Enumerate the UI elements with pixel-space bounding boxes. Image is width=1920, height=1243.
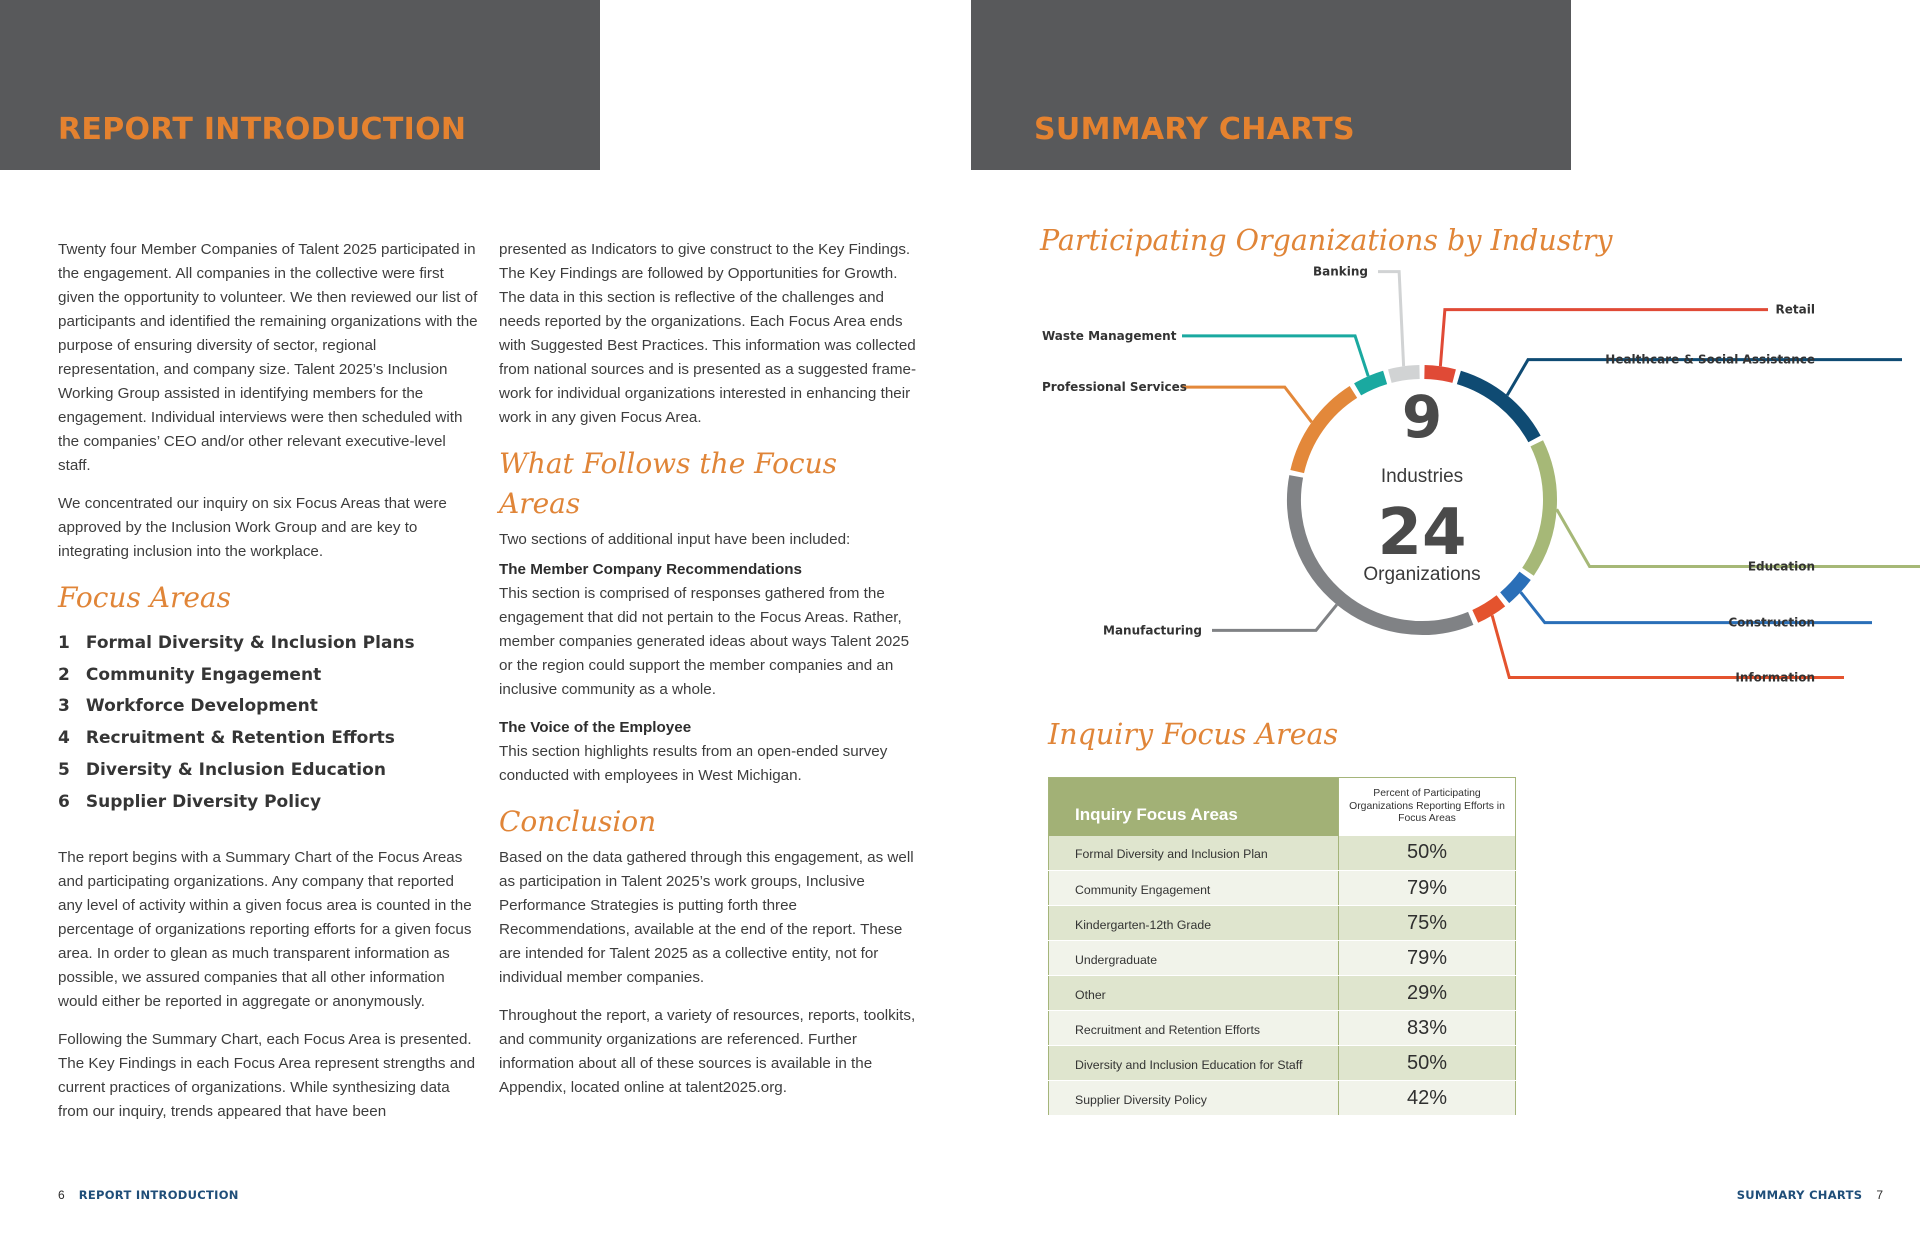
table-cell-area: Community Engagement — [1049, 871, 1339, 906]
voice-of-employee-title: The Voice of the Employee — [499, 719, 692, 736]
focus-item — [58, 755, 478, 787]
leader-line-banking — [1378, 272, 1404, 367]
focus-item-number: 2 — [58, 664, 70, 685]
table-cell-percent: 79% — [1339, 941, 1516, 976]
conclusion-heading: Conclusion — [499, 805, 657, 838]
donut-segment-healthcare-and-social-assistance — [1459, 377, 1535, 439]
focus-item-label: Workforce Development — [85, 696, 318, 717]
left-column-2 — [499, 238, 924, 1114]
table-row — [1049, 906, 1516, 941]
table-row — [1049, 976, 1516, 1011]
table-cell-area: Other — [1049, 976, 1339, 1011]
donut-segment-education — [1528, 443, 1550, 571]
table-cell-percent: 50% — [1339, 1046, 1516, 1081]
industries-label: Industries — [1380, 466, 1464, 487]
leader-line-education — [1557, 509, 1920, 566]
organizations-label: Organizations — [1363, 564, 1481, 585]
table-cell-area: Supplier Diversity Policy — [1049, 1081, 1339, 1116]
focus-item — [58, 723, 478, 755]
right-page-title: SUMMARY CHARTS — [1034, 112, 1355, 147]
focus-areas-table — [1048, 777, 1516, 1116]
table-cell-percent: 50% — [1339, 836, 1516, 871]
col2-top-paragraph: presented as Indicators to give construct to the Key Findings. The Key Findings are followed by Opportunities for Growth. The data in this section is reflective of the challenges and needs reported by the organizations. Each Focus Area ends with Suggested Best Practices. This information was collected from national sources and is presented as a suggested frame-work for individual organizations interested in enhancing their work in any given Focus Area. — [499, 241, 917, 426]
focus-item — [58, 628, 478, 660]
donut-segment-banking — [1390, 372, 1420, 376]
focus-item-number: 1 — [58, 633, 70, 653]
right-header-band — [971, 0, 1571, 170]
member-recommendations-text: This section is comprised of responses gathered from the engagement that did not pertain to the Focus Areas. Rather, member companies generated ideas about ways Talent 2025 or the region could support the member companies and an inclusive community as a whole. — [499, 585, 910, 698]
focus-item-label: Recruitment & Retention Efforts — [85, 728, 395, 749]
member-recommendations-section — [499, 558, 924, 702]
category-label-retail: Retail — [1775, 302, 1815, 317]
table-row — [1049, 836, 1516, 871]
leader-line-construction — [1521, 592, 1872, 623]
intro-paragraph-2: We concentrated our inquiry on six Focus Areas that were approved by the Inclusion Work Group and are key to integrating inclusion into the workplace. — [58, 495, 447, 560]
left-page-title: REPORT INTRODUCTION — [58, 112, 467, 147]
right-footer-section: SUMMARY CHARTS — [1736, 1188, 1863, 1202]
voice-of-employee-section — [499, 716, 924, 788]
body-paragraph-1: The report begins with a Summary Chart of the Focus Areas and participating organizations. Any company that reported any level of activity within a given focus area is counted in the percentage of organizations reporting efforts for a given focus area. In order to glean as much transparent information as possible, we assured companies that all other information would either be reported in aggregate or anonymously. — [58, 849, 472, 1011]
table-row — [1049, 1081, 1516, 1116]
leader-line-professional-services — [1182, 387, 1312, 422]
table-cell-area: Diversity and Inclusion Education for Staff — [1049, 1046, 1339, 1081]
left-footer — [58, 1188, 239, 1202]
table-header-percent: Percent of Participating Organizations Reporting Efforts in Focus Areas — [1339, 778, 1516, 836]
category-label-information: Information — [1735, 670, 1815, 685]
focus-item — [58, 787, 478, 819]
focus-item-label: Diversity & Inclusion Education — [85, 759, 386, 780]
category-label-professional-services: Professional Services — [1042, 380, 1187, 395]
focus-areas-list — [58, 628, 478, 818]
leader-line-waste-management — [1182, 336, 1368, 376]
focus-areas-heading: Focus Areas — [58, 581, 231, 614]
left-page-number: 6 — [58, 1188, 65, 1202]
conclusion-paragraph-1: Based on the data gathered through this engagement, as well as participation in Talent 2025’s work groups, Inclusive Performance Strategies is putting forth three Recommendations, available at the end of the report. These are intended for Talent 2025 as a collective entity, not for individual member companies. — [499, 849, 914, 986]
category-label-waste-management: Waste Management — [1042, 328, 1177, 343]
intro-paragraph-1: Twenty four Member Companies of Talent 2025 participated in the engagement. All companies in the collective were first given the opportunity to volunteer. We then reviewed our list of participants and identified the remaining organizations with the purpose of ensuring diversity of sector, regional representation, and company size. Talent 2025’s Inclusion Working Group assisted in identifying members for the engagement. Individual interviews were then scheduled with the companies’ CEO and/or other relevant executive-level staff. — [58, 241, 478, 474]
body-paragraph-2: Following the Summary Chart, each Focus Area is presented. The Key Findings in each Focus Area represent strengths and current practices of organizations. While synthesizing data from our inquiry, trends appeared that have been — [58, 1031, 476, 1121]
right-page-number: 7 — [1876, 1188, 1883, 1202]
right-footer — [1737, 1188, 1883, 1202]
table-cell-area: Recruitment and Retention Efforts — [1049, 1011, 1339, 1046]
what-follows-heading: What Follows the Focus Areas — [499, 447, 838, 520]
table-cell-area: Kindergarten-12th Grade — [1049, 906, 1339, 941]
left-column-1 — [58, 238, 478, 1138]
focus-item — [58, 660, 478, 692]
member-recommendations-title: The Member Company Recommendations — [499, 561, 802, 578]
focus-table-title: Inquiry Focus Areas — [1048, 718, 1339, 751]
donut-segment-retail — [1424, 372, 1454, 376]
conclusion-paragraph-2: Throughout the report, a variety of resources, reports, toolkits, and community organizations are referenced. Further information about all of these sources is available in the Appendix, located online at talent2025.org. — [499, 1007, 916, 1096]
focus-item-number: 3 — [58, 696, 70, 717]
focus-item-number: 5 — [58, 759, 70, 780]
table-row — [1049, 1046, 1516, 1081]
table-cell-percent: 79% — [1339, 871, 1516, 906]
industry-chart-title: Participating Organizations by Industry — [1040, 224, 1613, 257]
category-label-manufacturing: Manufacturing — [1103, 623, 1202, 638]
focus-item-number: 4 — [58, 728, 70, 749]
table-row — [1049, 871, 1516, 906]
category-label-healthcare-and-social-assistance: Healthcare & Social Assistance — [1605, 352, 1815, 367]
table-cell-percent: 29% — [1339, 976, 1516, 1011]
category-label-construction: Construction — [1728, 615, 1815, 630]
donut-segment-professional-services — [1297, 392, 1353, 472]
left-footer-section: REPORT INTRODUCTION — [78, 1188, 239, 1202]
table-cell-percent: 75% — [1339, 906, 1516, 941]
category-label-banking: Banking — [1312, 264, 1368, 279]
donut-segment-information — [1475, 601, 1501, 617]
focus-item-label: Formal Diversity & Inclusion Plans — [85, 633, 415, 653]
industry-donut-chart — [1040, 264, 1820, 720]
table-row — [1049, 941, 1516, 976]
table-cell-area: Formal Diversity and Inclusion Plan — [1049, 836, 1339, 871]
table-cell-percent: 83% — [1339, 1011, 1516, 1046]
table-row — [1049, 1011, 1516, 1046]
focus-item-label: Supplier Diversity Policy — [85, 791, 322, 812]
focus-item — [58, 691, 478, 723]
table-header-area: Inquiry Focus Areas — [1049, 778, 1339, 836]
leader-line-manufacturing — [1212, 605, 1337, 631]
table-cell-percent: 42% — [1339, 1081, 1516, 1116]
table-cell-area: Undergraduate — [1049, 941, 1339, 976]
donut-segment-waste-management — [1358, 377, 1386, 389]
voice-of-employee-text: This section highlights results from an open-ended survey conducted with employees in West Michigan. — [499, 743, 888, 784]
category-label-education: Education — [1747, 559, 1815, 574]
focus-item-number: 6 — [58, 791, 70, 812]
focus-item-label: Community Engagement — [85, 664, 322, 685]
left-header-band — [0, 0, 600, 170]
industries-count: 9 — [1401, 383, 1443, 451]
what-follows-intro: Two sections of additional input have been included: — [499, 531, 851, 548]
organizations-count: 24 — [1377, 496, 1467, 570]
table-header-row — [1049, 778, 1516, 836]
